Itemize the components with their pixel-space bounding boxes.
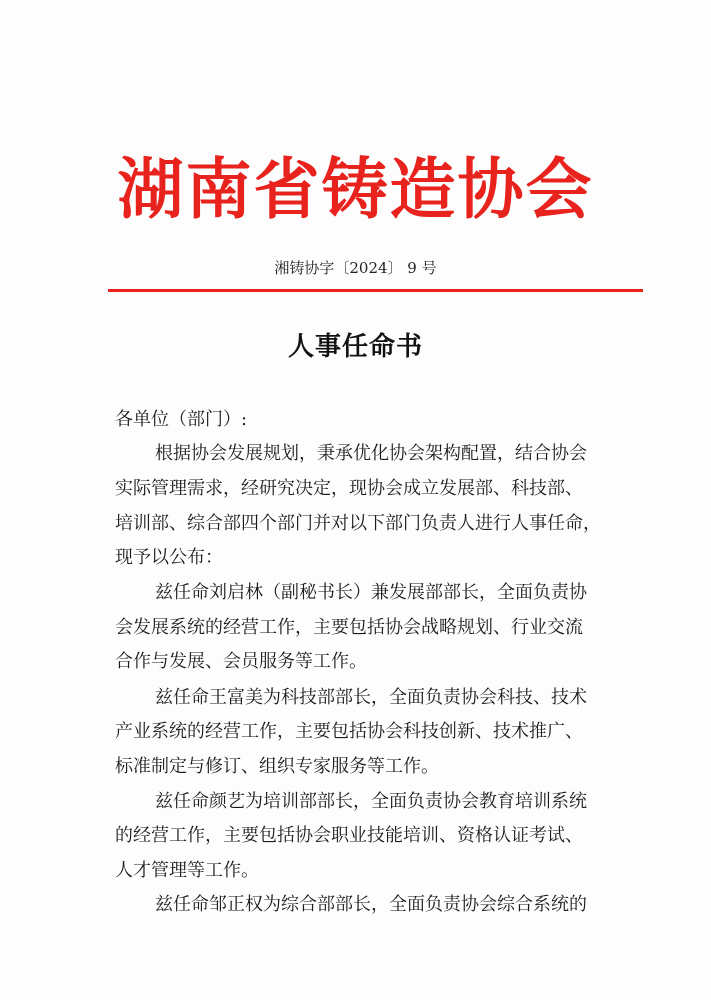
paragraph-line: 标准制定与修订、组织专家服务等工作。 bbox=[115, 756, 439, 777]
paragraph-line: 产业系统的经营工作，主要包括协会科技创新、技术推广、 bbox=[115, 721, 583, 742]
salutation: 各单位（部门）: bbox=[115, 409, 248, 430]
paragraph-line: 兹任命刘启林（副秘书长）兼发展部部长，全面负责协 bbox=[155, 582, 587, 603]
paragraph-line: 实际管理需求，经研究决定，现协会成立发展部、科技部、 bbox=[115, 478, 583, 499]
paragraph-line: 合作与发展、会员服务等工作。 bbox=[115, 651, 367, 672]
paragraph-line: 培训部、综合部四个部门并对以下部门负责人进行人事任命， bbox=[115, 513, 601, 534]
paragraph-line: 根据协会发展规划，秉承优化协会架构配置，结合协会 bbox=[155, 443, 587, 464]
paragraph-line: 会发展系统的经营工作，主要包括协会战略规划、行业交流 bbox=[115, 617, 583, 638]
red-divider-line bbox=[108, 289, 643, 292]
paragraph-line: 现予以公布： bbox=[115, 547, 223, 568]
paragraph-line: 人才管理等工作。 bbox=[115, 860, 259, 881]
paragraph-line: 兹任命王富美为科技部部长，全面负责协会科技、技术 bbox=[155, 687, 587, 708]
document-number: 湘铸协字〔2024〕 9 号 bbox=[274, 259, 437, 277]
organization-header: 湖南省铸造协会 bbox=[117, 151, 594, 228]
document-title: 人事任命书 bbox=[287, 332, 423, 362]
paragraph-line: 的经营工作，主要包括协会职业技能培训、资格认证考试、 bbox=[115, 825, 583, 846]
paragraph-line: 兹任命颜艺为培训部部长，全面负责协会教育培训系统 bbox=[155, 791, 587, 812]
paragraph-line: 兹任命邹正权为综合部部长，全面负责协会综合系统的 bbox=[155, 894, 587, 915]
